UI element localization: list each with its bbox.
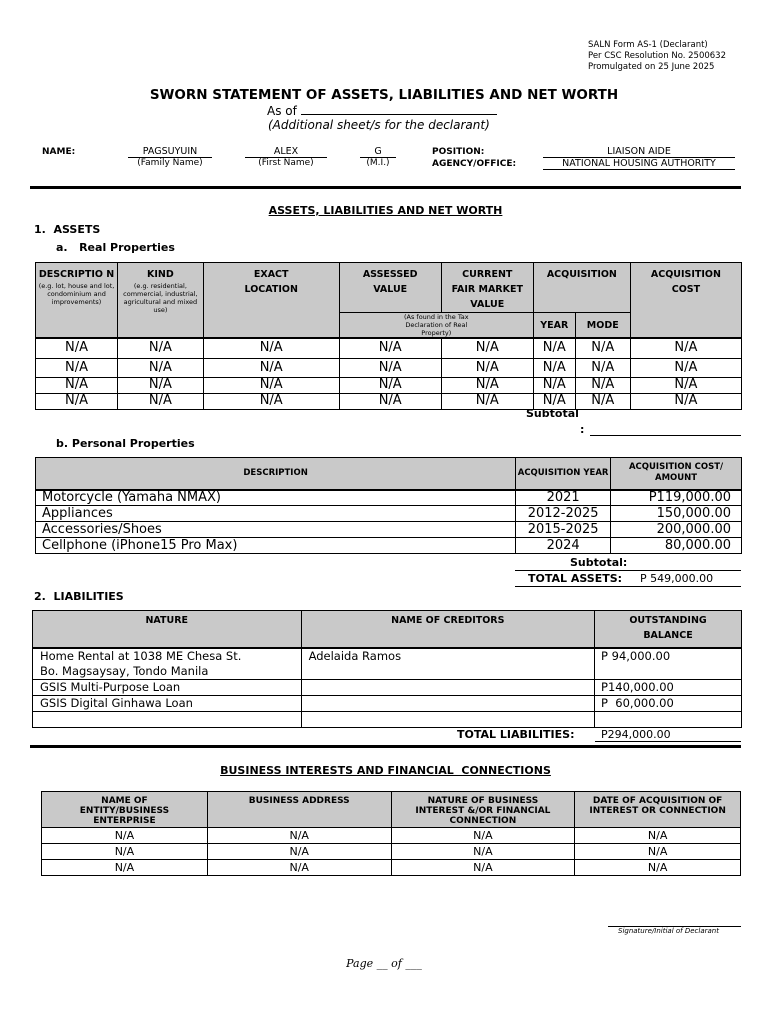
cell-pp-description: Cellphone (iPhone15 Pro Max)	[36, 538, 516, 554]
table-row	[33, 696, 742, 712]
cell-bi-address: N/A	[207, 828, 391, 844]
cell-description: N/A	[36, 377, 118, 393]
assets-heading: 1. ASSETS	[34, 223, 101, 236]
personal-properties-heading: b. Personal Properties	[56, 437, 195, 450]
cell-description: N/A	[36, 358, 118, 377]
table-row	[36, 377, 742, 393]
col-mode: MODE	[575, 313, 630, 339]
cell-liab-creditor: Adelaida Ramos	[301, 648, 594, 680]
total-assets-value: P 549,000.00	[640, 572, 714, 585]
cell-pp-year: 2024	[516, 538, 611, 554]
cell-bi-nature: N/A	[391, 844, 575, 860]
business-interests-table	[41, 791, 741, 876]
cell-pp-year: 2021	[516, 490, 611, 506]
real-subtotal-label: Subtotal	[526, 407, 579, 420]
cell-location: N/A	[203, 377, 339, 393]
cell-bi-address: N/A	[207, 860, 391, 876]
cell-acq-cost: N/A	[630, 377, 741, 393]
col-description	[36, 263, 118, 339]
personal-subtotal-label: Subtotal:	[570, 556, 628, 569]
col-liab-balance: OUTSTANDING BALANCE	[595, 611, 742, 648]
real-subtotal-field[interactable]	[590, 435, 741, 436]
personal-properties-table	[35, 457, 742, 554]
table-row	[33, 712, 742, 728]
cell-mode: N/A	[575, 358, 630, 377]
cell-bi-entity: N/A	[42, 844, 208, 860]
cell-kind: N/A	[118, 377, 204, 393]
page-title: SWORN STATEMENT OF ASSETS, LIABILITIES AND NET WORTH	[149, 87, 619, 103]
col-assessed: ASSESSED VALUE	[339, 263, 441, 313]
col-market-note-cell	[339, 313, 533, 339]
liab-nature-line2: Bo. Magsaysay, Tondo Manila	[40, 663, 209, 678]
cell-assessed-value: N/A	[339, 358, 441, 377]
form-reference	[588, 40, 726, 73]
table-row	[36, 338, 742, 358]
col-pp-cost: ACQUISITION COST/ AMOUNT	[611, 458, 742, 490]
cell-pp-year: 2012-2025	[516, 506, 611, 522]
total-liabilities-value: P294,000.00	[595, 728, 741, 742]
cell-liab-creditor	[301, 680, 594, 696]
cell-liab-creditor	[301, 696, 594, 712]
table-row	[36, 538, 742, 554]
cell-pp-year: 2015-2025	[516, 522, 611, 538]
agency-field[interactable]: NATIONAL HOUSING AUTHORITY	[543, 158, 735, 170]
cell-pp-description: Accessories/Shoes	[36, 522, 516, 538]
cell-year: N/A	[533, 358, 575, 377]
col-pp-year: ACQUISITION YEAR	[516, 458, 611, 490]
table-row	[42, 860, 741, 876]
cell-assessed-value: N/A	[339, 338, 441, 358]
first-name-field[interactable]: ALEX	[245, 146, 327, 158]
cell-liab-nature	[33, 648, 302, 680]
cell-bi-nature: N/A	[391, 860, 575, 876]
col-market: CURRENT FAIR MARKET VALUE	[441, 263, 533, 313]
col-liab-creditors: NAME OF CREDITORS	[301, 611, 594, 648]
liab-nature-line1: Home Rental at 1038 ME Chesa St.	[40, 648, 242, 663]
cell-kind: N/A	[118, 393, 204, 409]
real-subtotal-colon: :	[580, 423, 585, 436]
table-row	[33, 680, 742, 696]
cell-market-value: N/A	[441, 393, 533, 409]
col-kind-note: (e.g. residential, commercial, industrial, agricultural and mixed use)	[123, 282, 198, 314]
name-label: NAME:	[42, 147, 76, 157]
total-assets-label: TOTAL ASSETS:	[528, 572, 623, 585]
cell-pp-cost: 150,000.00	[611, 506, 742, 522]
agency-label: AGENCY/OFFICE:	[432, 159, 517, 169]
table-row	[36, 506, 742, 522]
cell-bi-nature: N/A	[391, 828, 575, 844]
cell-location: N/A	[203, 338, 339, 358]
col-bi-date: DATE OF ACQUISITION OF INTEREST OR CONNECTION	[575, 792, 741, 828]
cell-description: N/A	[36, 338, 118, 358]
col-pp-description: DESCRIPTION	[36, 458, 516, 490]
cell-market-value: N/A	[441, 358, 533, 377]
cell-acq-cost: N/A	[630, 393, 741, 409]
cell-assessed-value: N/A	[339, 393, 441, 409]
first-name-caption: (First Name)	[258, 158, 314, 168]
cell-year: N/A	[533, 393, 575, 409]
page-footer: Page __ of ___	[346, 957, 422, 970]
table-row	[33, 648, 742, 680]
col-bi-entity: NAME OF ENTITY/BUSINESS ENTERPRISE	[42, 792, 208, 828]
form-ref-line2: Per CSC Resolution No. 2500632	[588, 51, 727, 61]
col-kind-label: KIND	[147, 269, 174, 280]
cell-acq-cost: N/A	[630, 338, 741, 358]
cell-liab-balance	[595, 712, 742, 728]
table-row	[36, 358, 742, 377]
position-field[interactable]: LIAISON AIDE	[543, 146, 735, 158]
cell-bi-date: N/A	[575, 828, 741, 844]
cell-location: N/A	[203, 393, 339, 409]
cell-pp-description: Motorcycle (Yamaha NMAX)	[36, 490, 516, 506]
col-location: EXACT LOCATION	[203, 263, 339, 339]
cell-pp-cost: 80,000.00	[611, 538, 742, 554]
table-row	[42, 828, 741, 844]
cell-market-value: N/A	[441, 338, 533, 358]
cell-pp-cost: P119,000.00	[611, 490, 742, 506]
cell-market-value: N/A	[441, 377, 533, 393]
as-of-label: As of	[267, 104, 297, 118]
cell-liab-nature	[33, 680, 302, 696]
col-year: YEAR	[533, 313, 575, 339]
cell-year: N/A	[533, 377, 575, 393]
cell-year: N/A	[533, 338, 575, 358]
cell-liab-balance: P 94,000.00	[595, 648, 742, 680]
cell-kind: N/A	[118, 358, 204, 377]
table-row	[42, 844, 741, 860]
cell-description: N/A	[36, 393, 118, 409]
total-assets-topline	[515, 570, 741, 571]
total-assets-bottomline	[515, 586, 741, 587]
cell-liab-creditor	[301, 712, 594, 728]
cell-bi-entity: N/A	[42, 828, 208, 844]
liabilities-heading: 2. LIABILITIES	[34, 590, 124, 603]
cell-pp-cost: 200,000.00	[611, 522, 742, 538]
col-acquisition: ACQUISITION	[533, 263, 630, 313]
col-liab-nature: NATURE	[33, 611, 302, 648]
liab-nature-line1: GSIS Multi-Purpose Loan	[40, 680, 181, 694]
real-properties-heading: a. Real Properties	[56, 241, 175, 254]
additional-note: (Additional sheet/s for the declarant)	[268, 118, 490, 132]
col-acq-cost: ACQUISITION COST	[630, 263, 741, 339]
col-description-note: (e.g. lot, house and lot, condominium and improvements)	[38, 282, 115, 306]
business-heading: BUSINESS INTERESTS AND FINANCIAL CONNECTIONS	[220, 764, 551, 777]
cell-location: N/A	[203, 358, 339, 377]
header-divider	[30, 186, 741, 189]
cell-kind: N/A	[118, 338, 204, 358]
table-row	[36, 393, 742, 409]
cell-liab-balance: P140,000.00	[595, 680, 742, 696]
cell-mode: N/A	[575, 393, 630, 409]
liab-nature-line1: GSIS Digital Ginhawa Loan	[40, 696, 193, 710]
cell-mode: N/A	[575, 377, 630, 393]
liabilities-divider	[30, 745, 741, 748]
cell-liab-balance: P 60,000.00	[595, 696, 742, 712]
mi-caption: (M.I.)	[366, 158, 390, 168]
cell-mode: N/A	[575, 338, 630, 358]
total-liabilities-label: TOTAL LIABILITIES:	[457, 728, 575, 741]
position-label: POSITION:	[432, 147, 485, 157]
cell-liab-nature	[33, 712, 302, 728]
cell-acq-cost: N/A	[630, 358, 741, 377]
family-name-field[interactable]: PAGSUYUIN	[128, 146, 212, 158]
signature-caption: Signature/Initial of Declarant	[618, 927, 719, 935]
cell-bi-address: N/A	[207, 844, 391, 860]
as-of-row	[267, 104, 497, 118]
col-market-note: (As found in the Tax Declaration of Real Property)	[403, 313, 469, 337]
liabilities-table	[32, 610, 742, 728]
form-ref-line1: SALN Form AS-1 (Declarant)	[588, 40, 708, 50]
col-bi-address: BUSINESS ADDRESS	[207, 792, 391, 828]
col-description-label: DESCRIPTIO N	[38, 269, 115, 280]
cell-bi-entity: N/A	[42, 860, 208, 876]
as-of-field[interactable]	[301, 104, 497, 115]
col-bi-nature: NATURE OF BUSINESS INTEREST &/OR FINANCIAL CONNECTION	[391, 792, 575, 828]
form-ref-line3: Promulgated on 25 June 2025	[588, 62, 715, 72]
table-row	[36, 490, 742, 506]
mi-field[interactable]: G	[360, 146, 396, 158]
family-name-caption: (Family Name)	[137, 158, 203, 168]
cell-pp-description: Appliances	[36, 506, 516, 522]
cell-assessed-value: N/A	[339, 377, 441, 393]
section-title: ASSETS, LIABILITIES AND NET WORTH	[268, 204, 503, 217]
cell-bi-date: N/A	[575, 860, 741, 876]
cell-bi-date: N/A	[575, 844, 741, 860]
cell-liab-nature	[33, 696, 302, 712]
col-kind	[118, 263, 204, 339]
real-properties-table	[35, 262, 742, 410]
table-row	[36, 522, 742, 538]
